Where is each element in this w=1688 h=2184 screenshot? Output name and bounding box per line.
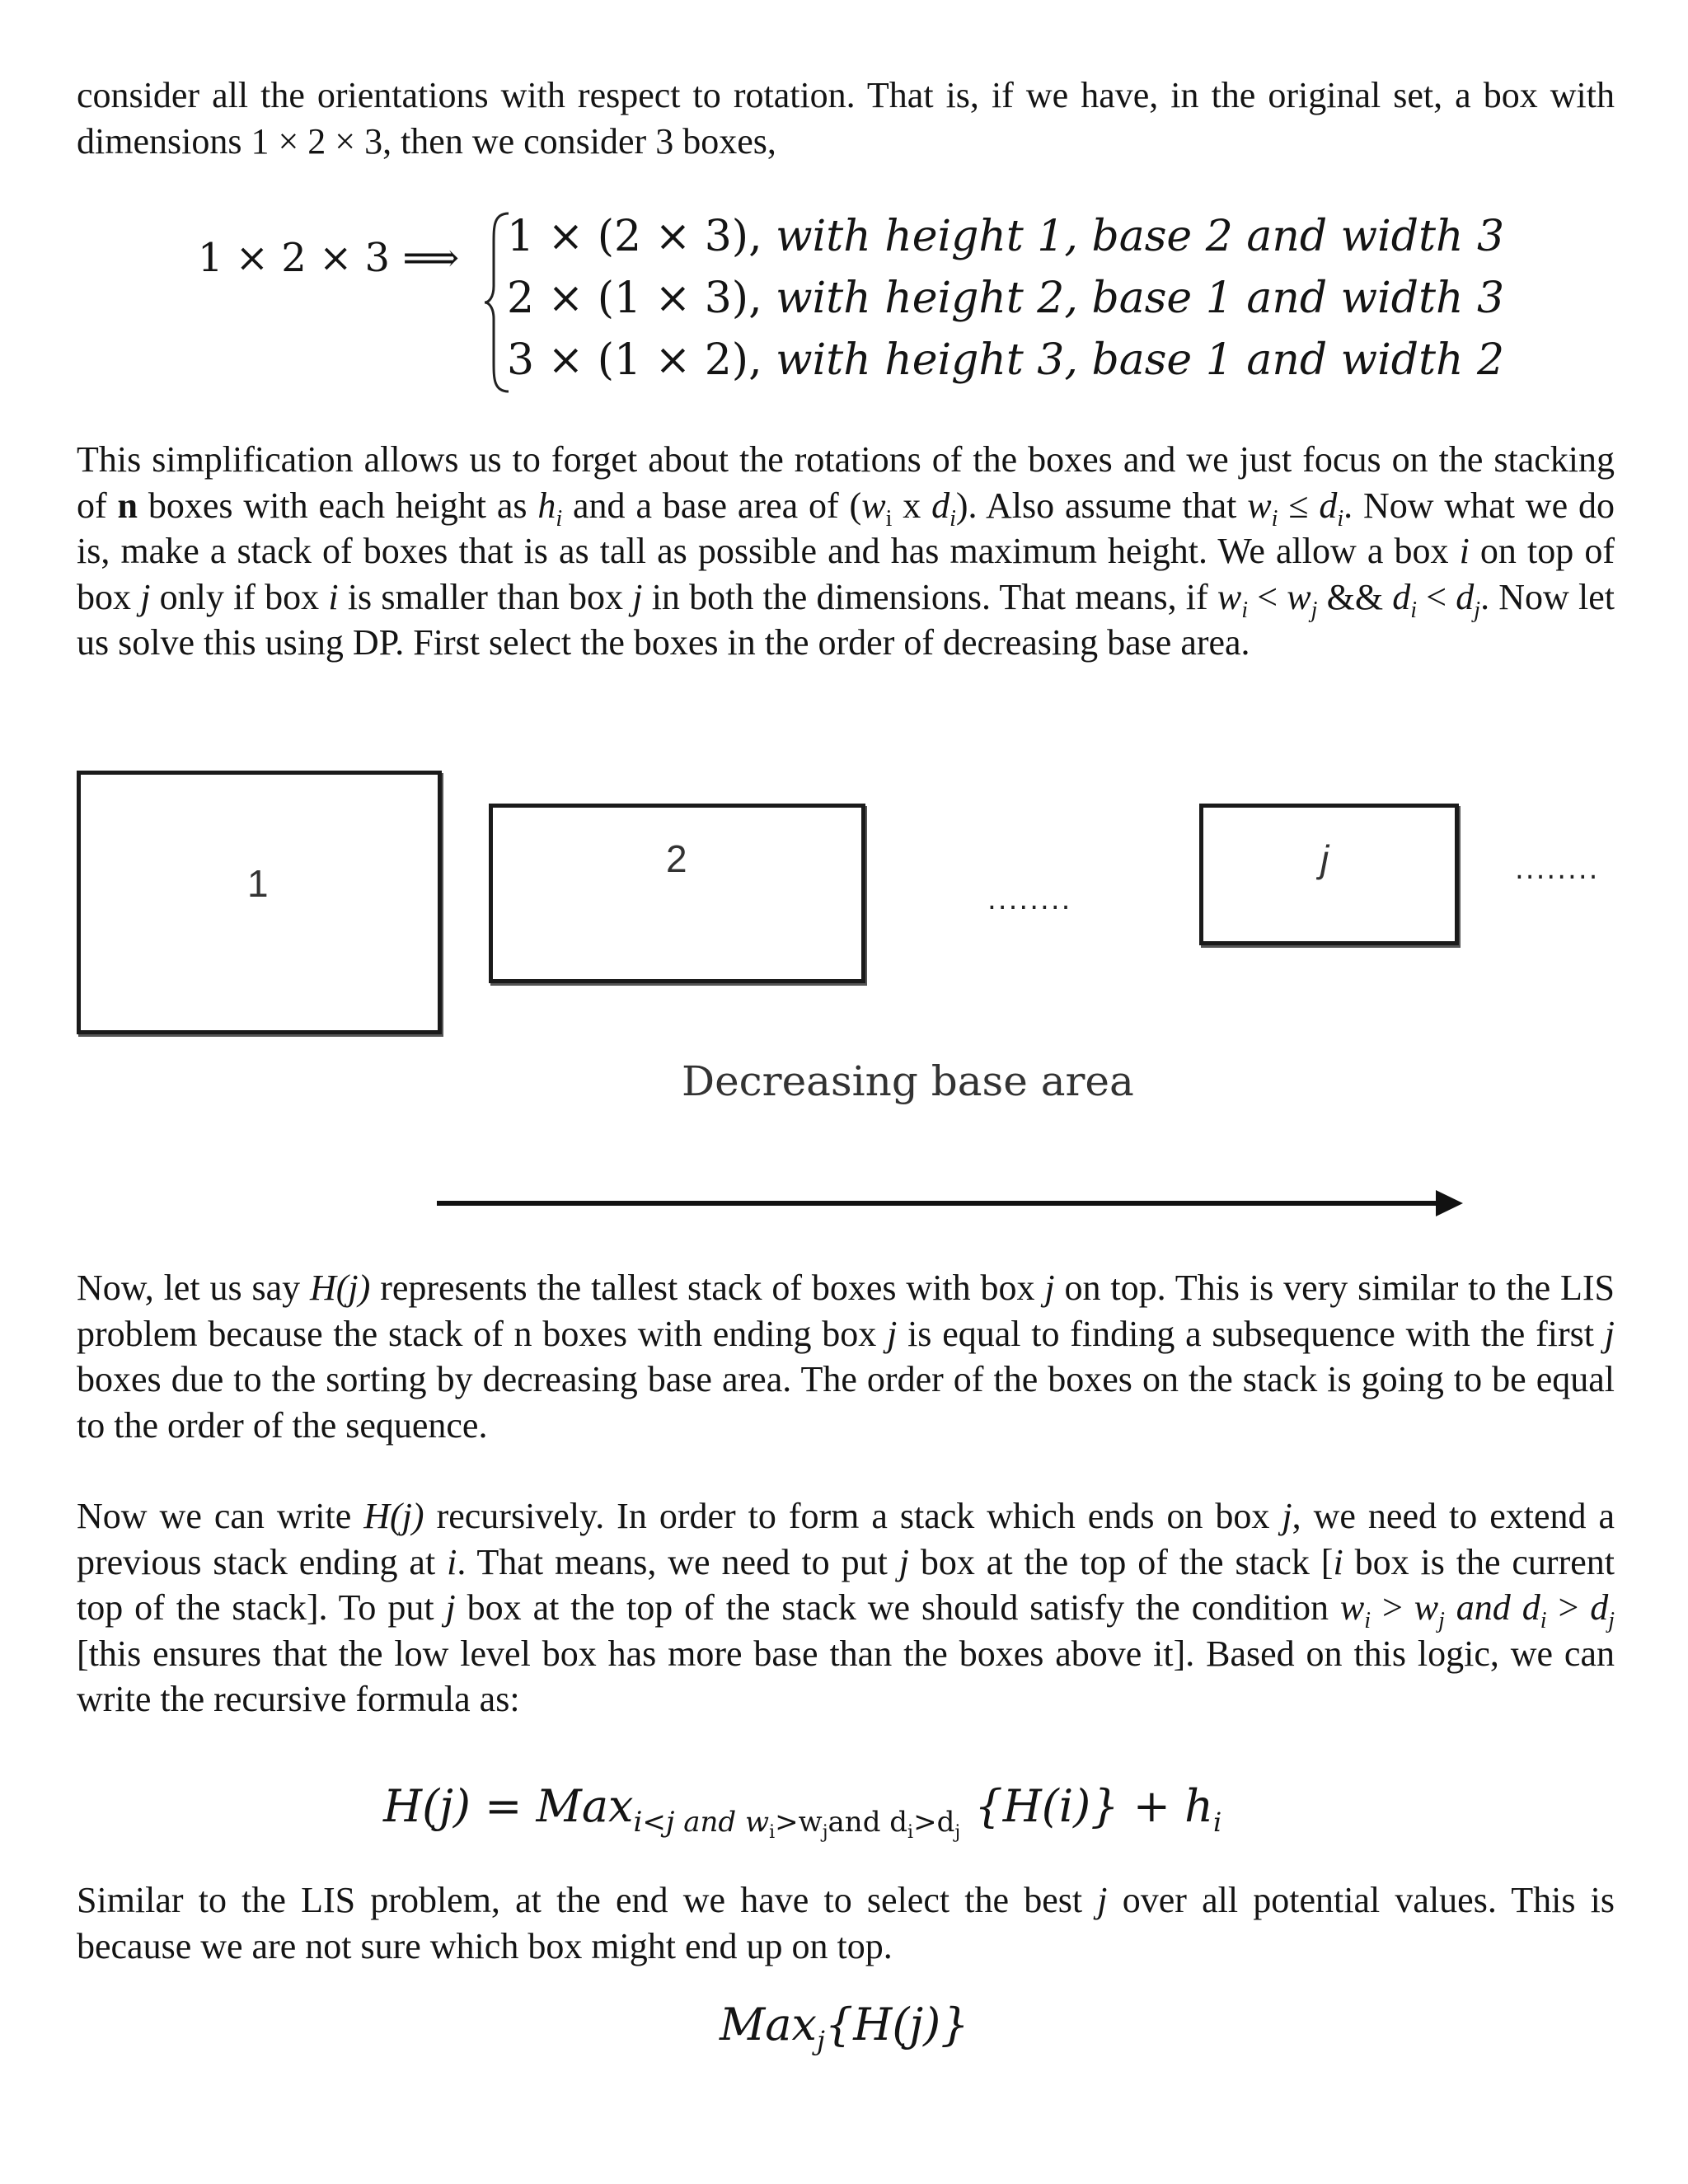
text-run: in both the dimensions. That means, if xyxy=(642,576,1217,617)
subscript: j xyxy=(1474,597,1481,623)
d-variable: d xyxy=(1590,1587,1609,1628)
text-run: . That means, we need to put xyxy=(457,1541,899,1582)
dots-middle: ........ xyxy=(987,883,1072,916)
w-variable: w xyxy=(1287,576,1311,617)
w-variable: w xyxy=(861,485,886,526)
text-run: box is the current top of the stack]. To put xyxy=(77,1541,1615,1628)
text-run: is smaller than box xyxy=(338,576,633,617)
text-run: box at the top of the stack we should satisfy the condition xyxy=(455,1587,1340,1628)
orientation-lhs-text: 1 × 2 × 3 ⟹ xyxy=(198,235,460,281)
and-word: and xyxy=(1444,1587,1522,1628)
text-run: Similar to the LIS problem, at the end we have to select the best xyxy=(77,1880,1098,1920)
recursive-formula xyxy=(383,1780,1221,1843)
text-run: represents the tallest stack of boxes with box xyxy=(370,1268,1045,1308)
d-variable: d xyxy=(1319,485,1338,526)
subscript: i xyxy=(1540,1608,1547,1633)
j-variable: j xyxy=(140,576,151,617)
n-variable: n xyxy=(117,485,138,526)
text-run: . Now what we do is, make a stack of boxes that is as tall as possible and has maximum height. We allow a box xyxy=(77,485,1615,571)
box-j-label: j xyxy=(1320,837,1329,880)
w-variable: w xyxy=(1339,1587,1365,1628)
d-variable: d xyxy=(931,485,950,526)
text-run: recursively. In order to form a stack which ends on box xyxy=(424,1496,1282,1536)
w-variable: w xyxy=(1217,576,1242,617)
j-variable: j xyxy=(1044,1268,1055,1308)
orientation-desc: with height 1, base 2 and width 3 xyxy=(776,212,1505,261)
h-variable: h xyxy=(537,485,556,526)
j-variable: j xyxy=(632,576,643,617)
formula-sub-text: >d xyxy=(913,1806,955,1839)
text-run: only if box xyxy=(150,576,329,617)
text-run: on top. This is very similar to the LIS problem because the stack of n boxes with ending box xyxy=(77,1268,1615,1354)
box-2-label: 2 xyxy=(666,837,687,880)
h-definition-paragraph xyxy=(77,1265,1615,1448)
text-run: . Now let us solve this using DP. First select the boxes in the order of decreasing base area. xyxy=(77,576,1615,663)
hj-term: H(j) xyxy=(310,1268,371,1308)
subscript: i xyxy=(950,505,956,532)
text-run: Now we can write xyxy=(77,1496,364,1536)
i-variable: i xyxy=(1459,531,1470,571)
subscript: j xyxy=(1438,1608,1445,1633)
text-run: > xyxy=(1546,1587,1591,1628)
intro-paragraph xyxy=(77,73,1615,164)
i-variable: i xyxy=(1333,1541,1343,1582)
subscript: i xyxy=(1337,505,1344,532)
subscript: i xyxy=(769,1821,776,1843)
formula-lhs: H(j) = Max xyxy=(383,1780,634,1832)
subscript: i xyxy=(885,505,893,532)
subscript: j xyxy=(822,1821,828,1843)
text-run: Now, let us say xyxy=(77,1268,310,1308)
subscript: j xyxy=(816,2024,825,2056)
subscript: i xyxy=(907,1821,914,1843)
text-run: ). Also assume that xyxy=(955,485,1248,526)
text-run: boxes with each height as xyxy=(138,485,538,526)
box-2 xyxy=(489,804,865,983)
text-run: boxes due to the sorting by decreasing base area. The order of the boxes on the stack is going to be equal to the order of the sequence. xyxy=(77,1359,1615,1446)
orientation-desc: with height 3, base 1 and width 2 xyxy=(776,335,1505,385)
text-run: < xyxy=(1248,576,1287,617)
final-max: Max xyxy=(720,1999,817,2050)
simplification-paragraph xyxy=(77,437,1615,666)
subscript: i xyxy=(1241,597,1249,623)
j-variable: j xyxy=(445,1587,456,1628)
w-variable: w xyxy=(1414,1587,1439,1628)
orientation-row xyxy=(507,274,1504,323)
j-variable: j xyxy=(1097,1880,1108,1920)
subscript: i xyxy=(1410,597,1418,623)
j-variable: j xyxy=(1604,1313,1615,1354)
subscript: j xyxy=(1608,1608,1615,1633)
text-run: x xyxy=(892,485,932,526)
orientation-dims: 2 × (1 × 3), xyxy=(507,274,762,323)
d-variable: d xyxy=(1392,576,1411,617)
text-run: > xyxy=(1371,1587,1414,1628)
hj-term: H(j) xyxy=(363,1496,424,1536)
orientation-desc: with height 2, base 1 and width 3 xyxy=(776,274,1505,323)
j-variable: j xyxy=(1282,1496,1292,1536)
formula-sub-text: i<j and w xyxy=(633,1806,770,1839)
w-variable: w xyxy=(1247,485,1272,526)
recursion-paragraph xyxy=(77,1493,1615,1722)
final-rest: {H(j)} xyxy=(824,1999,969,2050)
text-run: < xyxy=(1417,576,1456,617)
subscript: i xyxy=(1271,505,1278,532)
final-formula xyxy=(720,1999,969,2056)
subscript: i xyxy=(556,505,563,532)
text-run: is equal to finding a subsequence with the first xyxy=(897,1313,1605,1354)
j-variable: j xyxy=(887,1313,898,1354)
text-run: [this ensures that the low level box has more base than the boxes above it]. Based on this logic, we can write the recursive formula as: xyxy=(77,1633,1615,1719)
orientation-dims: 1 × (2 × 3), xyxy=(507,212,762,261)
formula-sub-text: and d xyxy=(828,1806,908,1839)
dots-right: ........ xyxy=(1515,853,1600,886)
intro-text: consider all the orientations with respect to rotation. That is, if we have, in the original set, a box with dimensions 1 × 2 × 3, then we consider 3 boxes, xyxy=(77,75,1615,162)
subscript: i xyxy=(1212,1806,1222,1838)
text-run: , we need to extend a previous stack ending at xyxy=(77,1496,1615,1582)
text-run: on top of box xyxy=(77,531,1615,617)
subscript: i xyxy=(1364,1608,1372,1633)
text-run: && xyxy=(1317,576,1393,617)
formula-subscript xyxy=(633,1806,961,1843)
text-run: ≤ xyxy=(1278,485,1320,526)
orientation-row xyxy=(507,212,1504,261)
orientation-dims: 3 × (1 × 2), xyxy=(507,335,762,385)
text-run: over all potential values. This is because we are not sure which box might end up on top. xyxy=(77,1880,1615,1966)
formula-sub-text: >w xyxy=(775,1806,823,1839)
d-variable: d xyxy=(1522,1587,1540,1628)
subscript: j xyxy=(1311,597,1318,623)
i-variable: i xyxy=(447,1541,457,1582)
text-run: and a base area of ( xyxy=(562,485,862,526)
formula-rhs: {H(i)} + h xyxy=(974,1780,1213,1832)
d-variable: d xyxy=(1456,576,1475,617)
j-variable: j xyxy=(898,1541,909,1582)
diagram-caption: Decreasing base area xyxy=(682,1057,1134,1105)
box-1-label: 1 xyxy=(247,862,269,905)
right-arrow-icon xyxy=(437,1187,1463,1220)
text-run: This simplification allows us to forget about the rotations of the boxes and we just focus on the stacking of xyxy=(77,439,1615,526)
closing-paragraph xyxy=(77,1877,1615,1969)
i-variable: i xyxy=(328,576,339,617)
text-run: box at the top of the stack [ xyxy=(908,1541,1334,1582)
orientation-row xyxy=(507,335,1504,385)
subscript: j xyxy=(954,1821,961,1843)
orientation-lhs xyxy=(198,235,459,281)
box-j xyxy=(1199,804,1459,945)
